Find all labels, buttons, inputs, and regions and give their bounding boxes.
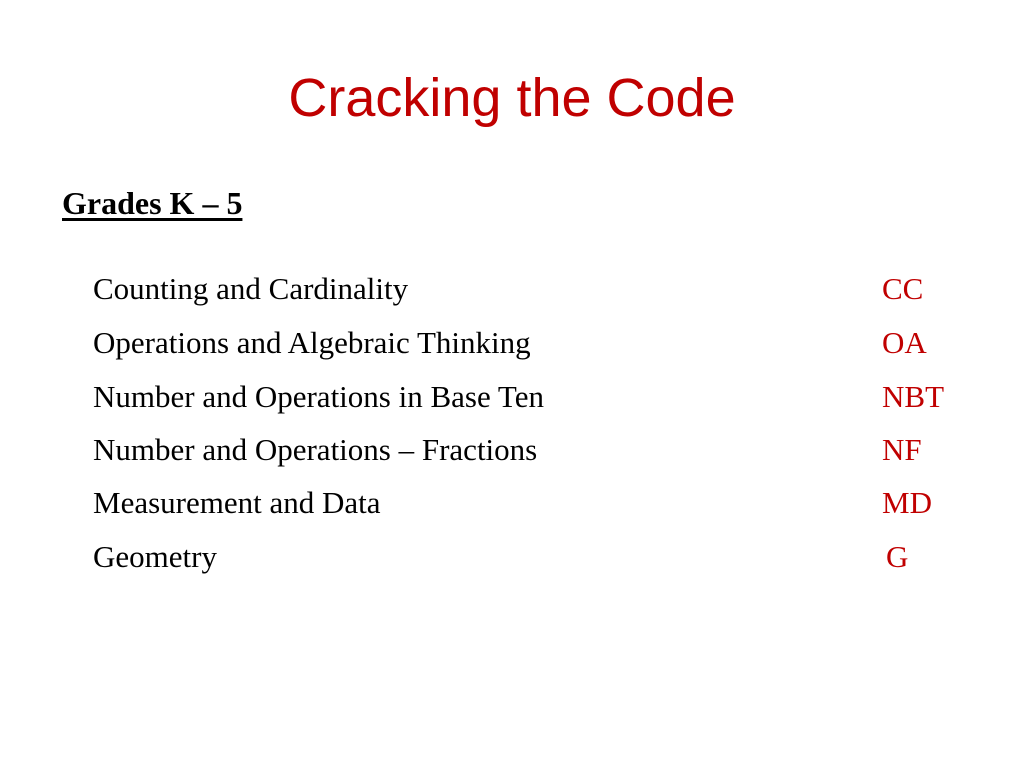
- slide-title: Cracking the Code: [288, 68, 736, 128]
- domain-row: [0, 428, 1024, 481]
- domain-row: [0, 375, 1024, 428]
- grades-heading: Grades K – 5: [62, 185, 243, 221]
- domain-row: [0, 535, 1024, 588]
- domain-name: Counting and Cardinality: [93, 271, 409, 306]
- domain-code: CC: [882, 271, 924, 306]
- domain-name: Number and Operations – Fractions: [93, 432, 538, 467]
- domain-name: Geometry: [93, 539, 217, 574]
- domain-code: NBT: [882, 379, 944, 414]
- domain-row: [0, 267, 1024, 320]
- domain-code: MD: [882, 485, 932, 520]
- domain-code: OA: [882, 325, 927, 360]
- domain-row: [0, 321, 1024, 374]
- domain-code: G: [886, 539, 909, 574]
- domain-name: Number and Operations in Base Ten: [93, 379, 544, 414]
- domain-row: [0, 481, 1024, 534]
- domain-name: Measurement and Data: [93, 485, 381, 520]
- domain-code: NF: [882, 432, 922, 467]
- domain-name: Operations and Algebraic Thinking: [93, 325, 531, 360]
